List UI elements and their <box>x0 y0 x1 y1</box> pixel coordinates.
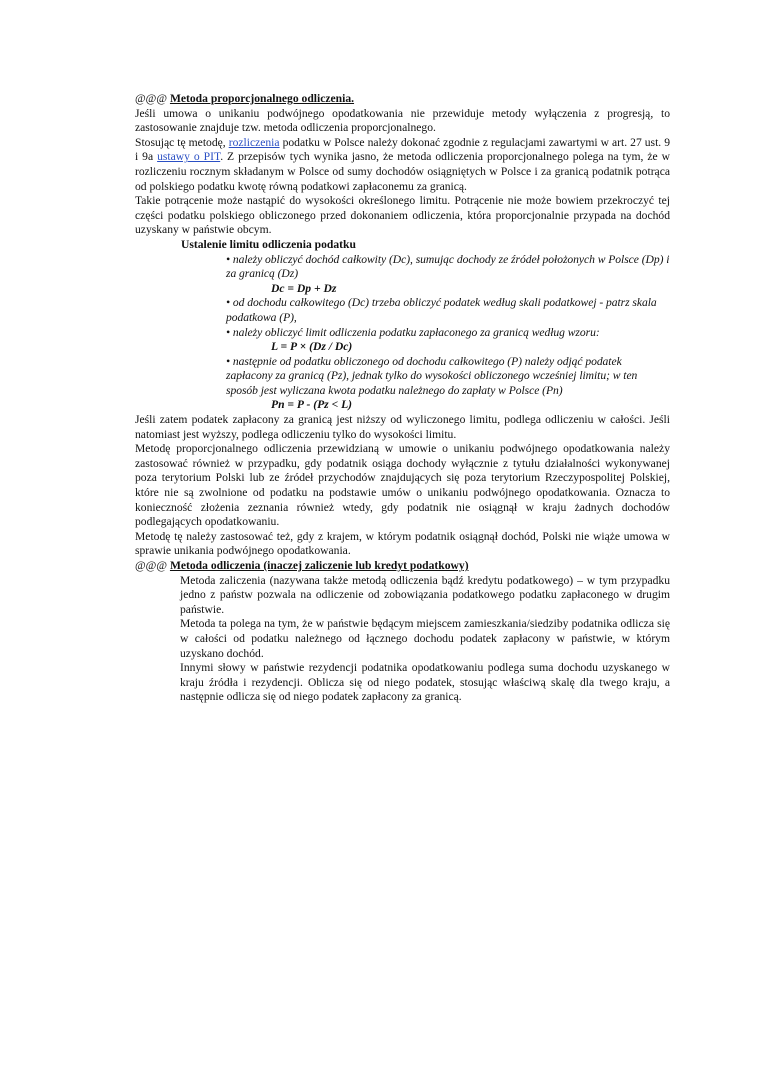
text-span: podatku w Polsce należy dokonać zgodnie z regulacjami zawartymi w art. 27 ust. 9 i 9a <box>135 135 670 164</box>
paragraph <box>135 136 670 194</box>
formula: Dc = Dp + Dz <box>271 281 337 295</box>
bullet-item: • należy obliczyć dochód całkowity (Dc), sumując dochody ze źródeł położonych w Polsce (Dp) i za granicą (Dz) <box>226 252 670 281</box>
bullet-item: • następnie od podatku obliczonego od dochodu całkowitego (P) należy odjąć podatek zapłacony za granicą (Pz), jednak tylko do wysokości obliczonego wcześniej limitu; w ten sposób jest wyliczana kwota podatku należnego do zapłaty w Polsce (Pn) <box>226 354 638 397</box>
paragraph: Metodę proporcjonalnego odliczenia przewidzianą w umowie o unikaniu podwójnego opodatkowania należy zastosować również w przypadku, gdy podatnik osiąga dochody wyłącznie z tytułu działalności wykonywanej poza terytorium Polski lub ze źródeł przychodów znajdujących się poza terytorium Rzeczypospolitej Polskiej, które nie są zwolnione od podatku na podstawie umów o unikaniu podwójnego opodatkowania. Oznacza to konieczność złożenia zeznania również wtedy, gdy podatnik nie osiągnął w kraju żadnych dochodów podlegających opodatkowaniu. <box>135 442 670 529</box>
section-heading <box>135 559 670 574</box>
formula: L = P × (Dz / Dc) <box>271 340 353 354</box>
link-rozliczenia[interactable]: rozliczenia <box>228 135 280 149</box>
paragraph: Metoda ta polega na tym, że w państwie będącym miejscem zamieszkania/siedziby podatnika odlicza się w całości od podatku należnego od łącznego dochodu podatek zapłacony w państwie, w którym uzyskano dochód. <box>180 617 670 660</box>
paragraph: Jeśli umowa o unikaniu podwójnego opodatkowania nie przewiduje metody wyłączenia z progresją, to zastosowanie znajduje tzw. metoda odliczenia proporcjonalnego. <box>135 106 670 135</box>
paragraph: Metoda zaliczenia (nazywana także metodą odliczenia bądź kredytu podatkowego) – w tym przypadku jedno z państw pozwala na odliczenie od zobowiązania podatkowego podatku zapłaconego w drugim państwie. <box>180 573 670 616</box>
text-span: . Z przepisów tych wynika jasno, że metoda odliczenia proporcjonalnego polega na tym, że w rozliczeniu rocznym składanym w Polsce od sumy dochodów osiągniętych w Polsce i za granicą podatnik potrąca od polskiego podatku kwotę równą podatkowi zapłaconemu za granicą. <box>135 150 670 193</box>
formula: Pn = P - (Pz < L) <box>271 398 353 412</box>
section-title: Metoda proporcjonalnego odliczenia. <box>169 92 355 105</box>
document-page <box>135 92 670 705</box>
link-ustawy-o-pit[interactable]: ustawy o PIT <box>157 150 221 164</box>
bullet-item: • należy obliczyć limit odliczenia podatku zapłaconego za granicą według wzoru: <box>226 325 600 339</box>
section-marker: @@@ <box>135 92 168 105</box>
paragraph: Takie potrącenie może nastąpić do wysokości określonego limitu. Potrącenie nie może bowiem przekroczyć tej części podatku polskiego obliczonego przed dokonaniem odliczenia, która proporcjonalnie przypada na dochód uzyskany w państwie obcym. <box>135 194 670 237</box>
subheading: Ustalenie limitu odliczenia podatku <box>181 237 356 251</box>
paragraph: Metodę tę należy zastosować też, gdy z krajem, w którym podatnik osiągnął dochód, Polski nie wiąże umowa w sprawie unikania podwójnego opodatkowania. <box>135 529 670 558</box>
section-marker: @@@ <box>135 559 168 572</box>
section-heading <box>135 92 670 107</box>
text-span: Stosując tę metodę, <box>135 135 229 149</box>
section-title: Metoda odliczenia (inaczej zaliczenie lub kredyt podatkowy) <box>169 559 469 572</box>
paragraph: Jeśli zatem podatek zapłacony za granicą jest niższy od wyliczonego limitu, podlega odliczeniu w całości. Jeśli natomiast jest wyższy, podlega odliczeniu tylko do wysokości limitu. <box>135 413 670 441</box>
bullet-item: • od dochodu całkowitego (Dc) trzeba obliczyć podatek według skali podatkowej - patrz skala podatkowa (P), <box>226 296 657 324</box>
paragraph: Innymi słowy w państwie rezydencji podatnika opodatkowaniu podlega suma dochodu uzyskanego w kraju źródła i rezydencji. Oblicza się od niego podatek, stosując właściwą skalę dla twego kraju, a następnie odlicza się od niego podatek zapłacony za granicą. <box>180 661 670 704</box>
